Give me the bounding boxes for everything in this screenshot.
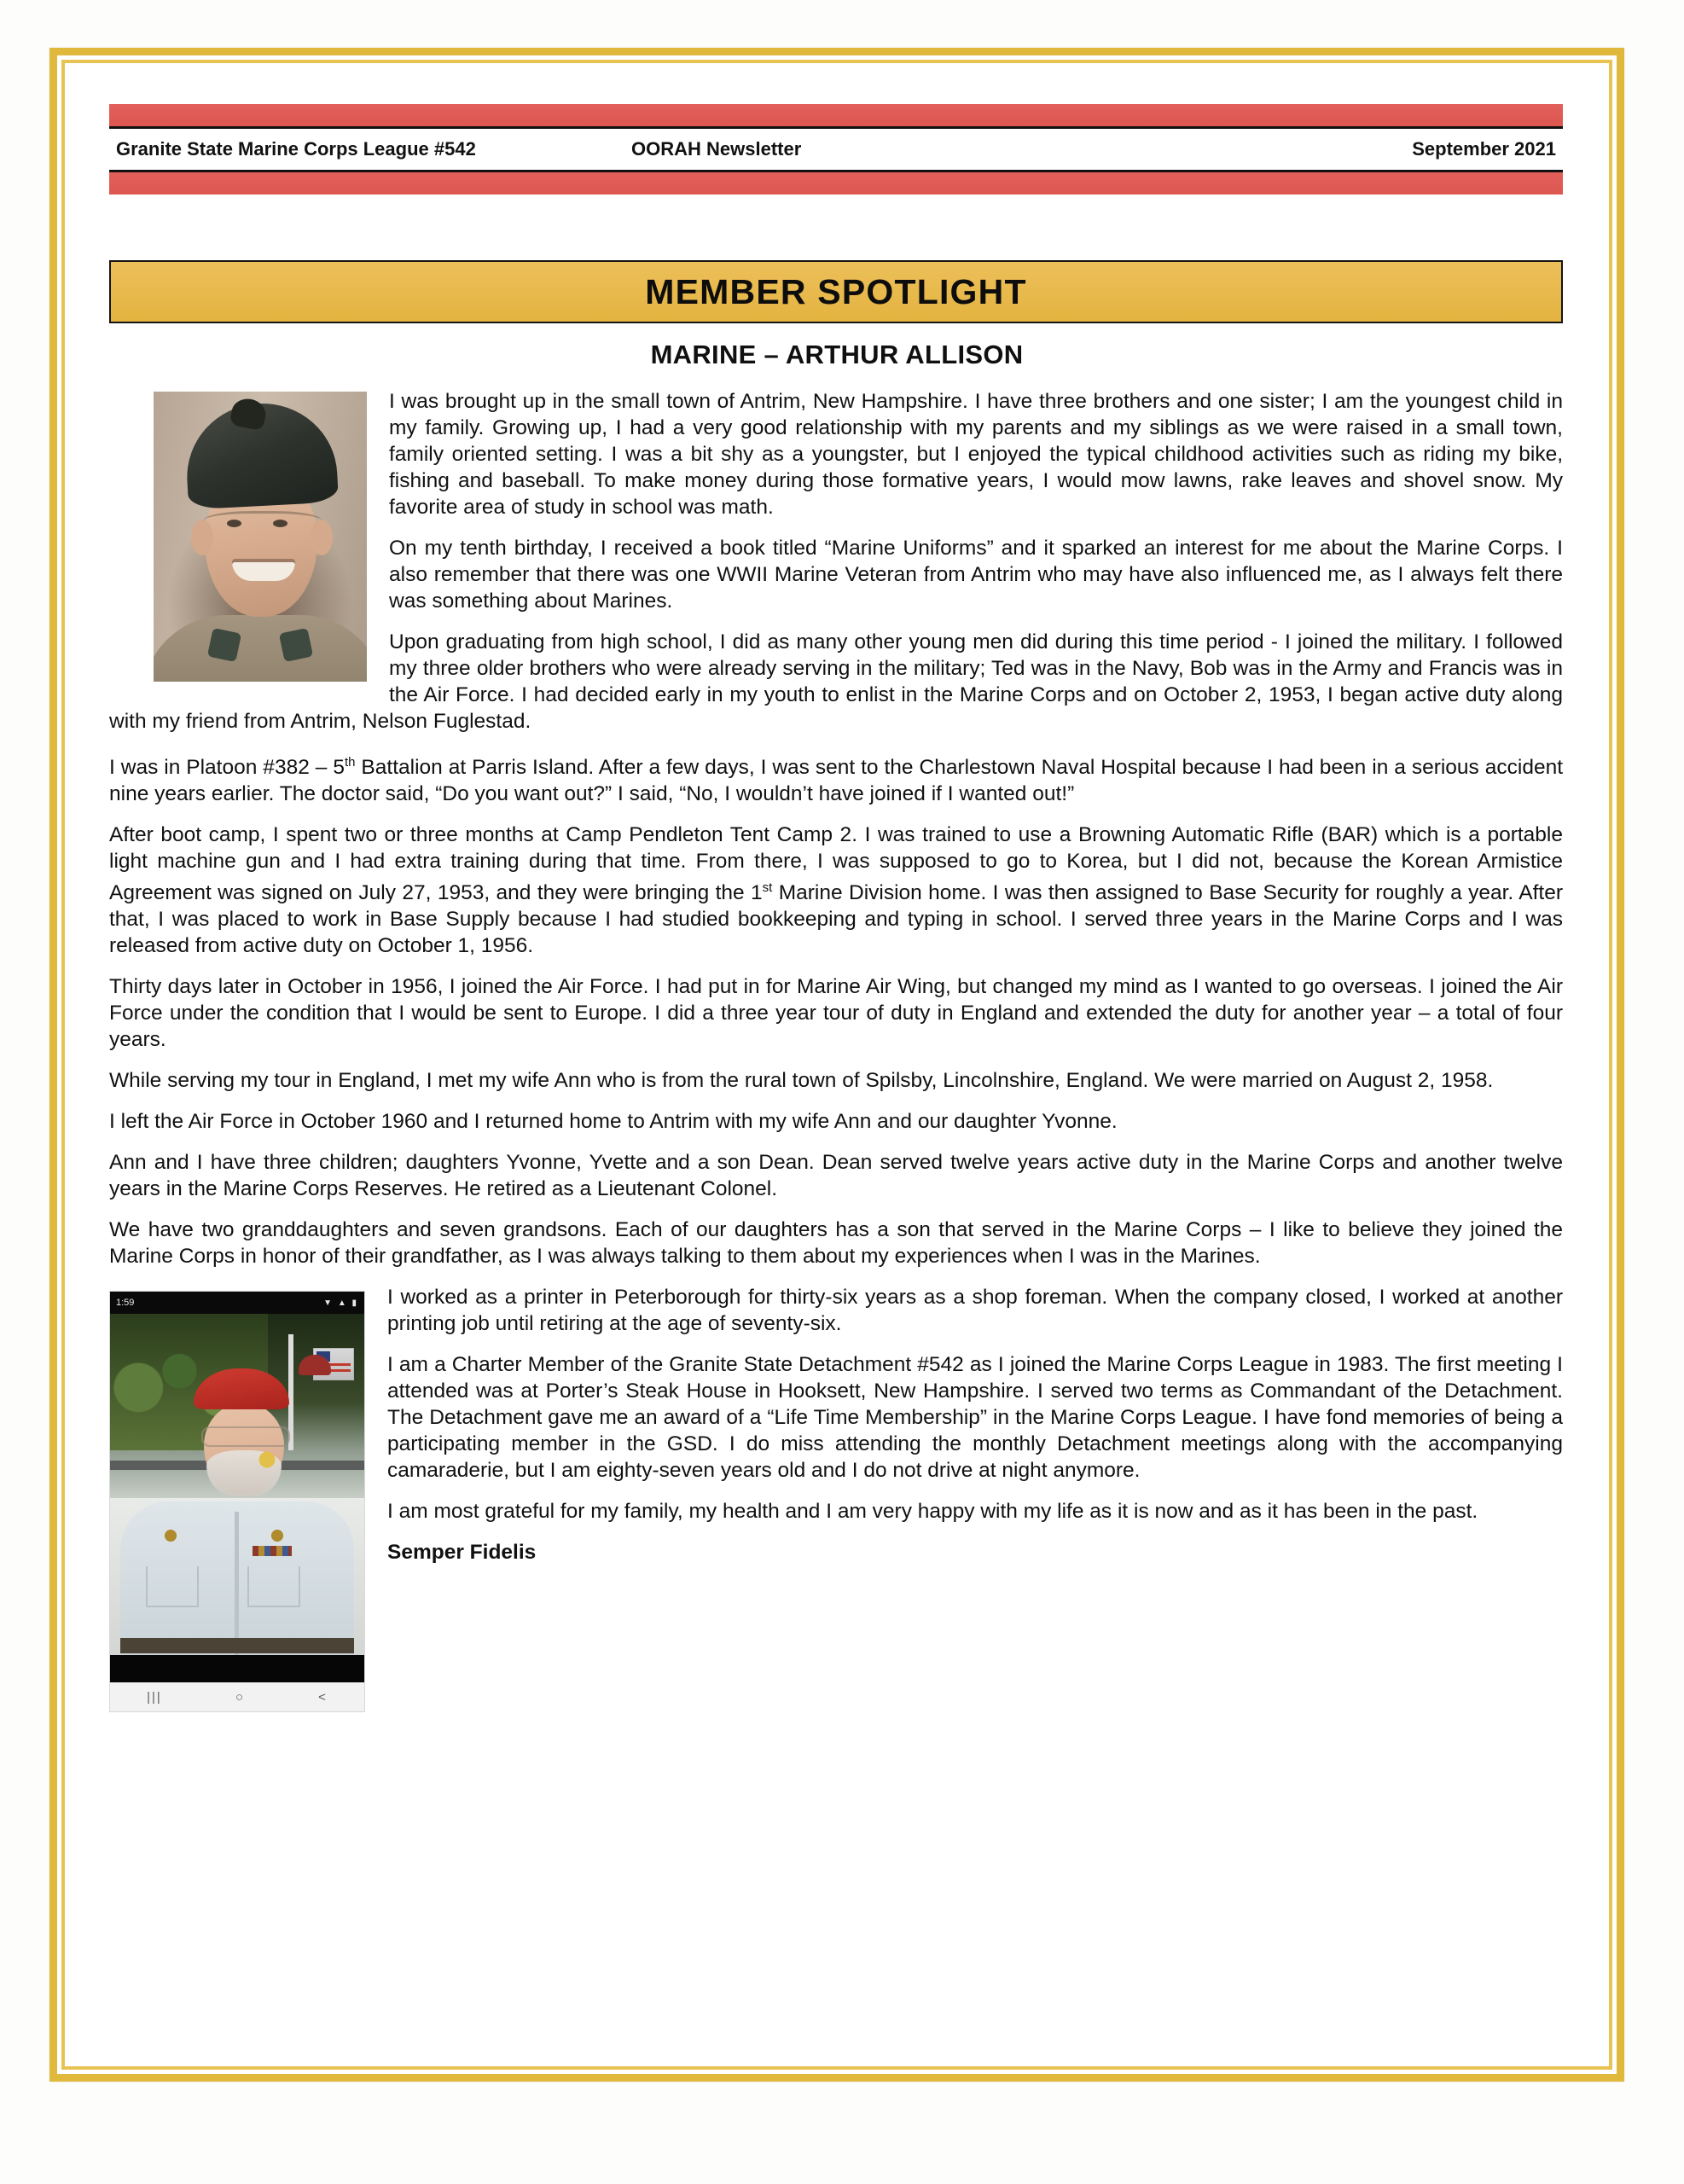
masthead-red-bar-top [109,104,1563,126]
p5-part-a: After boot camp, I spent two or three months at Camp Pendleton Tent Camp 2. I was trained to use a Browning Automatic Rifle (BAR) which is a portable light machine gun and I had extra training during that time. From there, I was supposed to go to Korea, but I did not, because the Korean Armistice Agreement was signed on July 27, 1953, and they were bringing the 1 [109,823,1563,905]
photo-glasses [203,511,322,536]
photo-shirt-pocket-right [247,1566,300,1607]
photo-shoulders [154,615,367,682]
phone-status-time: 1:59 [116,1298,135,1309]
paragraph-career-printer: I worked as a printer in Peterborough for thirty-six years as a shop foreman. When the company closed, I worked at another printing job until retiring at the age of seventy-six. [387,1286,1563,1336]
photo-background-red-cover [299,1355,331,1375]
eagle-globe-anchor-icon [258,1450,276,1469]
masthead-newsletter-name: OORAH Newsletter [631,138,802,160]
banner-title: MEMBER SPOTLIGHT [645,271,1027,311]
phone-letterbox-bar [110,1655,364,1684]
page-content [70,68,1604,2061]
photo-smile [232,559,295,581]
p4-part-a: I was in Platoon #382 – 5 [109,756,345,780]
photo-collar-device-right [270,1529,284,1542]
paragraph-charter-member: I am a Charter Member of the Granite State Detachment #542 as I joined the Marine Corps League in 1983. The first meeting I attended was at Porter’s Steak House in Hooksett, New Hampshire. I served two terms as Commandant of the Detachment. The Detachment gave me an award of a “Life Time Membership” in the Marine Corps League. I have fond memories of being a participating member in the GSD. I do miss attending the monthly Detachment meetings along with the accompanying camaraderie, but I am eighty-seven years old and I do not drive at night anymore. [387,1353,1563,1483]
masthead-organization: Granite State Marine Corps League #542 [116,138,476,160]
paragraph-gratitude: I am most grateful for my family, my health and I am very happy with my life as it is now and as it has been in the past. [387,1500,1478,1524]
photo-collar-device-left [164,1529,177,1542]
young-marine-photo [154,392,367,682]
article-body [109,388,1563,1721]
paragraph-return-home: I left the Air Force in October 1960 and I returned home to Antrim with my wife Ann and our daughter Yvonne. [109,1110,1118,1134]
masthead-issue-date: September 2021 [1412,138,1556,160]
home-icon[interactable]: ○ [235,1689,245,1705]
masthead-red-bar-bottom [109,172,1563,195]
photo-shirt-pocket-left [146,1566,199,1607]
paragraph-grandchildren: We have two granddaughters and seven grandsons. Each of our daughters has a son that served in the Marine Corps – I like to believe they joined the Marine Corps in honor of their grandfather, as I was always talking to them about my experiences when I was in the Marines. [109,1218,1563,1269]
paragraph-marine-uniforms-book: On my tenth birthday, I received a book titled “Marine Uniforms” and it sparked an interest for me about the Marine Corps. I also remember that there was one WWII Marine Veteran from Antrim who may have also influenced me, as I always felt there was something about Marines. [389,537,1563,613]
article-subtitle: MARINE – ARTHUR ALLISON [650,340,1024,369]
p5-ordinal-suffix: st [762,880,773,896]
masthead [109,104,1563,195]
paragraph-air-force: Thirty days later in October in 1956, I joined the Air Force. I had put in for Marine Air Wing, but changed my mind as I wanted to go overseas. I joined the Air Force under the condition that I would be sent to Europe. I did a three year tour of duty in England and extended the duty for another year – a total of four years. [109,975,1563,1052]
member-spotlight-banner [109,260,1563,323]
back-icon[interactable]: < [318,1689,328,1705]
phone-status-icons: ▼ ▲ ▮ [323,1298,358,1308]
phone-screenshot-photo [109,1291,365,1712]
paragraph-childhood: I was brought up in the small town of Antrim, New Hampshire. I have three brothers and one sister; I am the youngest child in my family. Growing up, I had a very good relationship with my parents and my siblings as we were raised in a small town, family oriented setting. I was a bit shy as a youngster, but I enjoyed the typical childhood activities such as riding my bike, fishing and baseball. To make money during those formative years, I would mow lawns, rake leaves and shovel snow. My favorite area of study in school was math. [389,390,1563,519]
signoff: Semper Fidelis [387,1541,537,1565]
phone-navigation-bar [110,1682,364,1711]
paragraph-children: Ann and I have three children; daughters Yvonne, Yvette and a son Dean. Dean served twelve years active duty in the Marine Corps and another twelve years in the Marine Corps Reserves. He retired as a Lieutenant Colonel. [109,1151,1563,1201]
paragraph-parris-island [109,749,1563,807]
paragraph-boot-camp [109,822,1563,959]
photo-eyeglasses [201,1426,290,1447]
paragraph-enlistment: Upon graduating from high school, I did as many other young men did during this time period - I joined the military. I followed my three older brothers who were already serving in the military; Ted was in the Navy, Bob was in the Army and Francis was in the Air Force. I had decided early in my youth to enlist in the Marine Corps and on October 2, 1953, I began active duty along with my friend from Antrim, Nelson Fuglestad. [109,630,1563,733]
phone-photo-area [110,1314,364,1655]
photo-ribbon-bar [253,1546,292,1556]
photo-eye-left [227,520,241,527]
photo-collar-insignia-left [207,628,241,662]
masthead-title-row [109,126,1563,172]
p5-part-b: Marine Division home. I was then assigned to Base Security for roughly a year. After that, I was placed to work in Base Supply because I had studied bookkeeping and typing in school. I served three years in the Marine Corps and I was released from active duty on October 1, 1956. [109,881,1563,958]
phone-status-bar [110,1292,364,1314]
photo-eye-right [273,520,287,527]
photo-belt [120,1638,354,1653]
recents-icon[interactable]: ||| [147,1689,162,1705]
p4-ordinal-suffix: th [344,755,356,770]
photo-collar-insignia-right [279,628,313,662]
paragraph-marriage: While serving my tour in England, I met my wife Ann who is from the rural town of Spilsby, Lincolnshire, England. We were married on August 2, 1958. [109,1069,1494,1093]
photo-shirt-placket [235,1512,239,1655]
p4-part-b: Battalion at Parris Island. After a few days, I was sent to the Charlestown Naval Hospital because I had been in a serious accident nine years earlier. The doctor said, “Do you want out?” I said, “No, I wouldn’t have joined if I wanted out!” [109,756,1564,806]
